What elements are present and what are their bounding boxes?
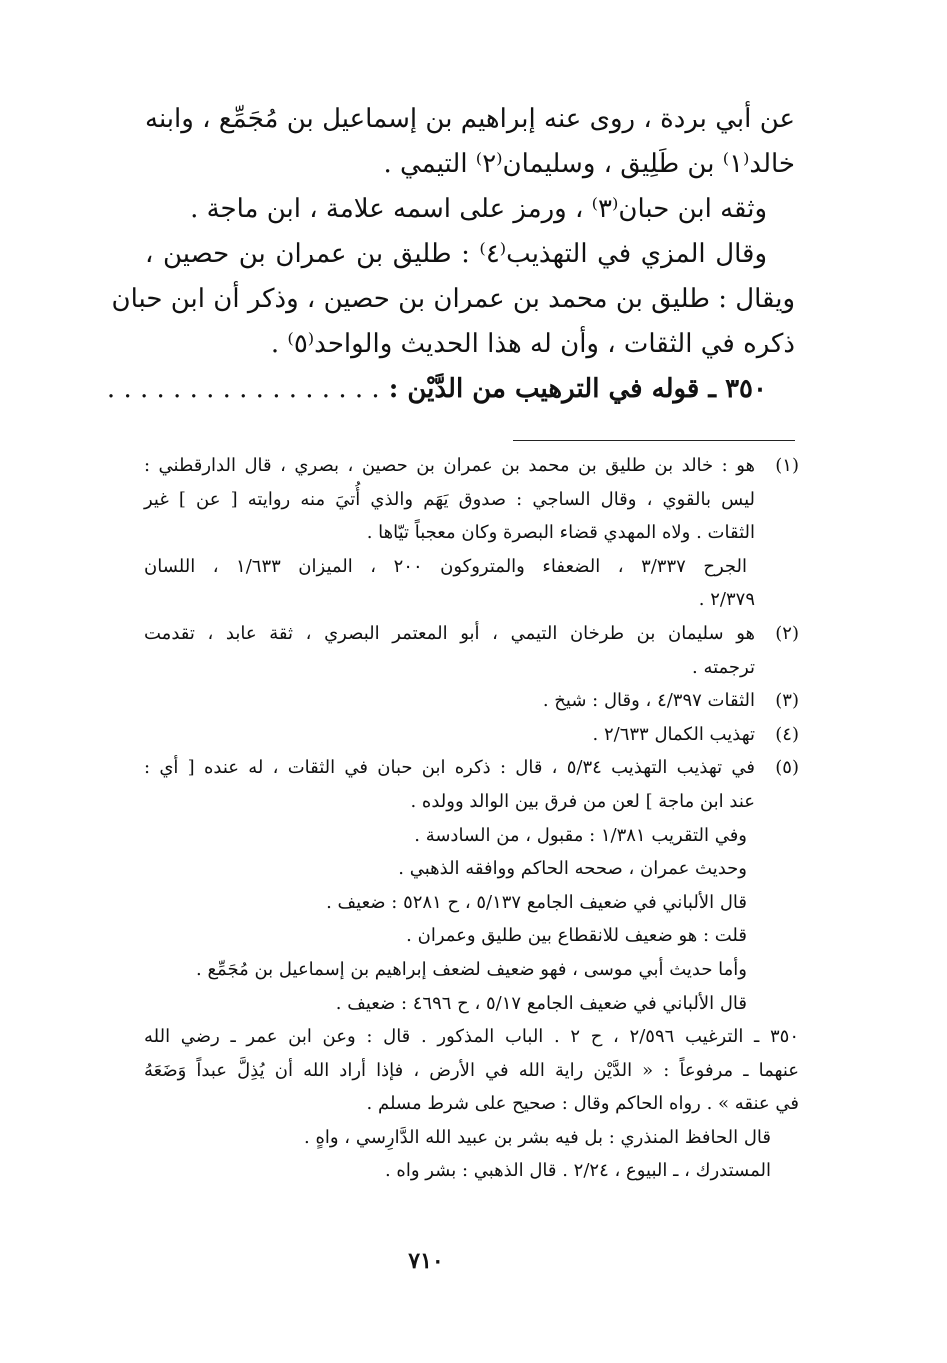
- main-text-line: ويقال : طليق بن محمد بن عمران بن حصين ، وذكر أن ابن حبان: [111, 284, 795, 314]
- footnote-line: هو سليمان بن طرخان التيمي ، أبو المعتمر البصري ، ثقة عابد ، تقدمت: [144, 622, 755, 644]
- footnote-line: ليس بالقوي ، وقال الساجي : صدوق يَهَم والذي أُتيَ منه روايته [ عن ] غير: [144, 488, 755, 510]
- footnote-line: ٢/٣٧٩ .: [698, 589, 755, 611]
- main-text-line: وثقه ابن حبان⁽٣⁾ ، ورمز على اسمه علامة ، ابن ماجة .: [190, 194, 767, 224]
- footnote-line: قال الألباني في ضعيف الجامع ٥/١٧ ، ح ٤٦٩٦ : ضعيف .: [335, 992, 747, 1014]
- footnote-line: في عنقه » . رواه الحاكم وقال : صحيح على شرط مسلم .: [366, 1093, 799, 1115]
- footnote-separator: [513, 440, 795, 441]
- footnote-line: قال الألباني في ضعيف الجامع ٥/١٣٧ ، ح ٥٢٨١ : ضعيف .: [326, 891, 747, 913]
- main-text-line: عن أبي بردة ، روى عنه إبراهيم بن إسماعيل بن مُجَمِّع ، وابنه: [145, 104, 795, 134]
- footnote-number: (٢): [775, 622, 799, 644]
- section-heading: [106, 367, 795, 412]
- footnote-5: [144, 751, 799, 1020]
- footnote-line: الجرح ٣/٣٣٧ ، الضعفاء والمتروكون ٢٠٠ ، الميزان ١/٦٣٣ ، اللسان: [144, 555, 747, 577]
- footnote-line: تهذيب الكمال ٢/٦٣٣ .: [592, 723, 755, 745]
- footnote-2: [144, 617, 799, 684]
- footnote-1: [144, 449, 799, 617]
- footnote-line: الثقات . ولاه المهدي قضاء البصرة وكان معجباً تيّاها .: [366, 522, 755, 544]
- footnote-line: ٣٥٠ ـ الترغيب ٢/٥٩٦ ، ح ٢ . الباب المذكور . قال : وعن ابن عمر ـ رضي الله: [144, 1026, 800, 1048]
- section-heading-text: ٣٥٠ ـ قوله في الترهيب من الدَّيْن :: [388, 374, 767, 404]
- footnote-line: وأما حديث أبي موسى ، فهو ضعيف لضعف إبراهيم بن إسماعيل بن مُجَمِّع .: [196, 958, 747, 980]
- footnote-3: [144, 684, 799, 718]
- footnote-number: (٣): [775, 690, 799, 712]
- footnote-number: (٤): [775, 723, 799, 745]
- main-text-line: ذكره في الثقات ، وأن له هذا الحديث والواحد⁽٥⁾ .: [270, 329, 795, 359]
- footnote-4: [144, 718, 799, 752]
- heading-leader-dots: . . . . . . . . . . . . . . . . .: [106, 374, 380, 404]
- footnote-number: (١): [775, 455, 799, 476]
- footnote-line: المستدرك ، ـ البيوع ، ٢/٢٤ . قال الذهبي : بشر واه .: [384, 1160, 771, 1182]
- footnote-number: (٥): [775, 757, 799, 779]
- footnote-line: عنهما ـ مرفوعاً : « الدَّيْن راية الله في الأرض ، فإذا أراد الله أن يُذِلَّ عبداً وَضَعَهُ: [144, 1059, 799, 1081]
- hadith-350-note: [144, 1020, 799, 1188]
- footnote-line: قلت : هو ضعيف للانقطاع بين طليق وعمران .: [406, 925, 747, 947]
- footnote-line: هو : خالد بن طليق بن محمد بن عمران بن حصين ، بصري ، قال الدارقطني :: [144, 455, 755, 476]
- footnote-line: وفي التقريب ١/٣٨١ : مقبول ، من السادسة .: [414, 824, 747, 846]
- footnote-line: في تهذيب التهذيب ٥/٣٤ ، قال : ذكره ابن حبان في الثقات ، له عنده [ أي :: [144, 757, 755, 779]
- main-text-block: [106, 97, 795, 412]
- footnotes-block: [144, 449, 799, 1188]
- main-text-line: خالد⁽١⁾ بن طَلِيق ، وسليمان⁽٢⁾ التيمي .: [383, 149, 795, 179]
- footnote-line: ترجمته .: [692, 656, 755, 678]
- footnote-line: وحديث عمران ، صححه الحاكم ووافقه الذهبي .: [398, 858, 747, 880]
- footnote-line: قال الحافظ المنذري : بل فيه بشر بن عبيد الله الدَّارِسي ، واهٍ .: [304, 1126, 771, 1148]
- footnote-line: عند ابن ماجة ] لعن من فرق بين الوالد وولده .: [410, 790, 755, 812]
- page-number: ٧١٠: [408, 1248, 444, 1274]
- footnote-line: الثقات ٤/٣٩٧ ، وقال : شيخ .: [542, 690, 755, 712]
- main-text-line: وقال المزي في التهذيب⁽٤⁾ : طليق بن عمران بن حصين ،: [145, 239, 768, 269]
